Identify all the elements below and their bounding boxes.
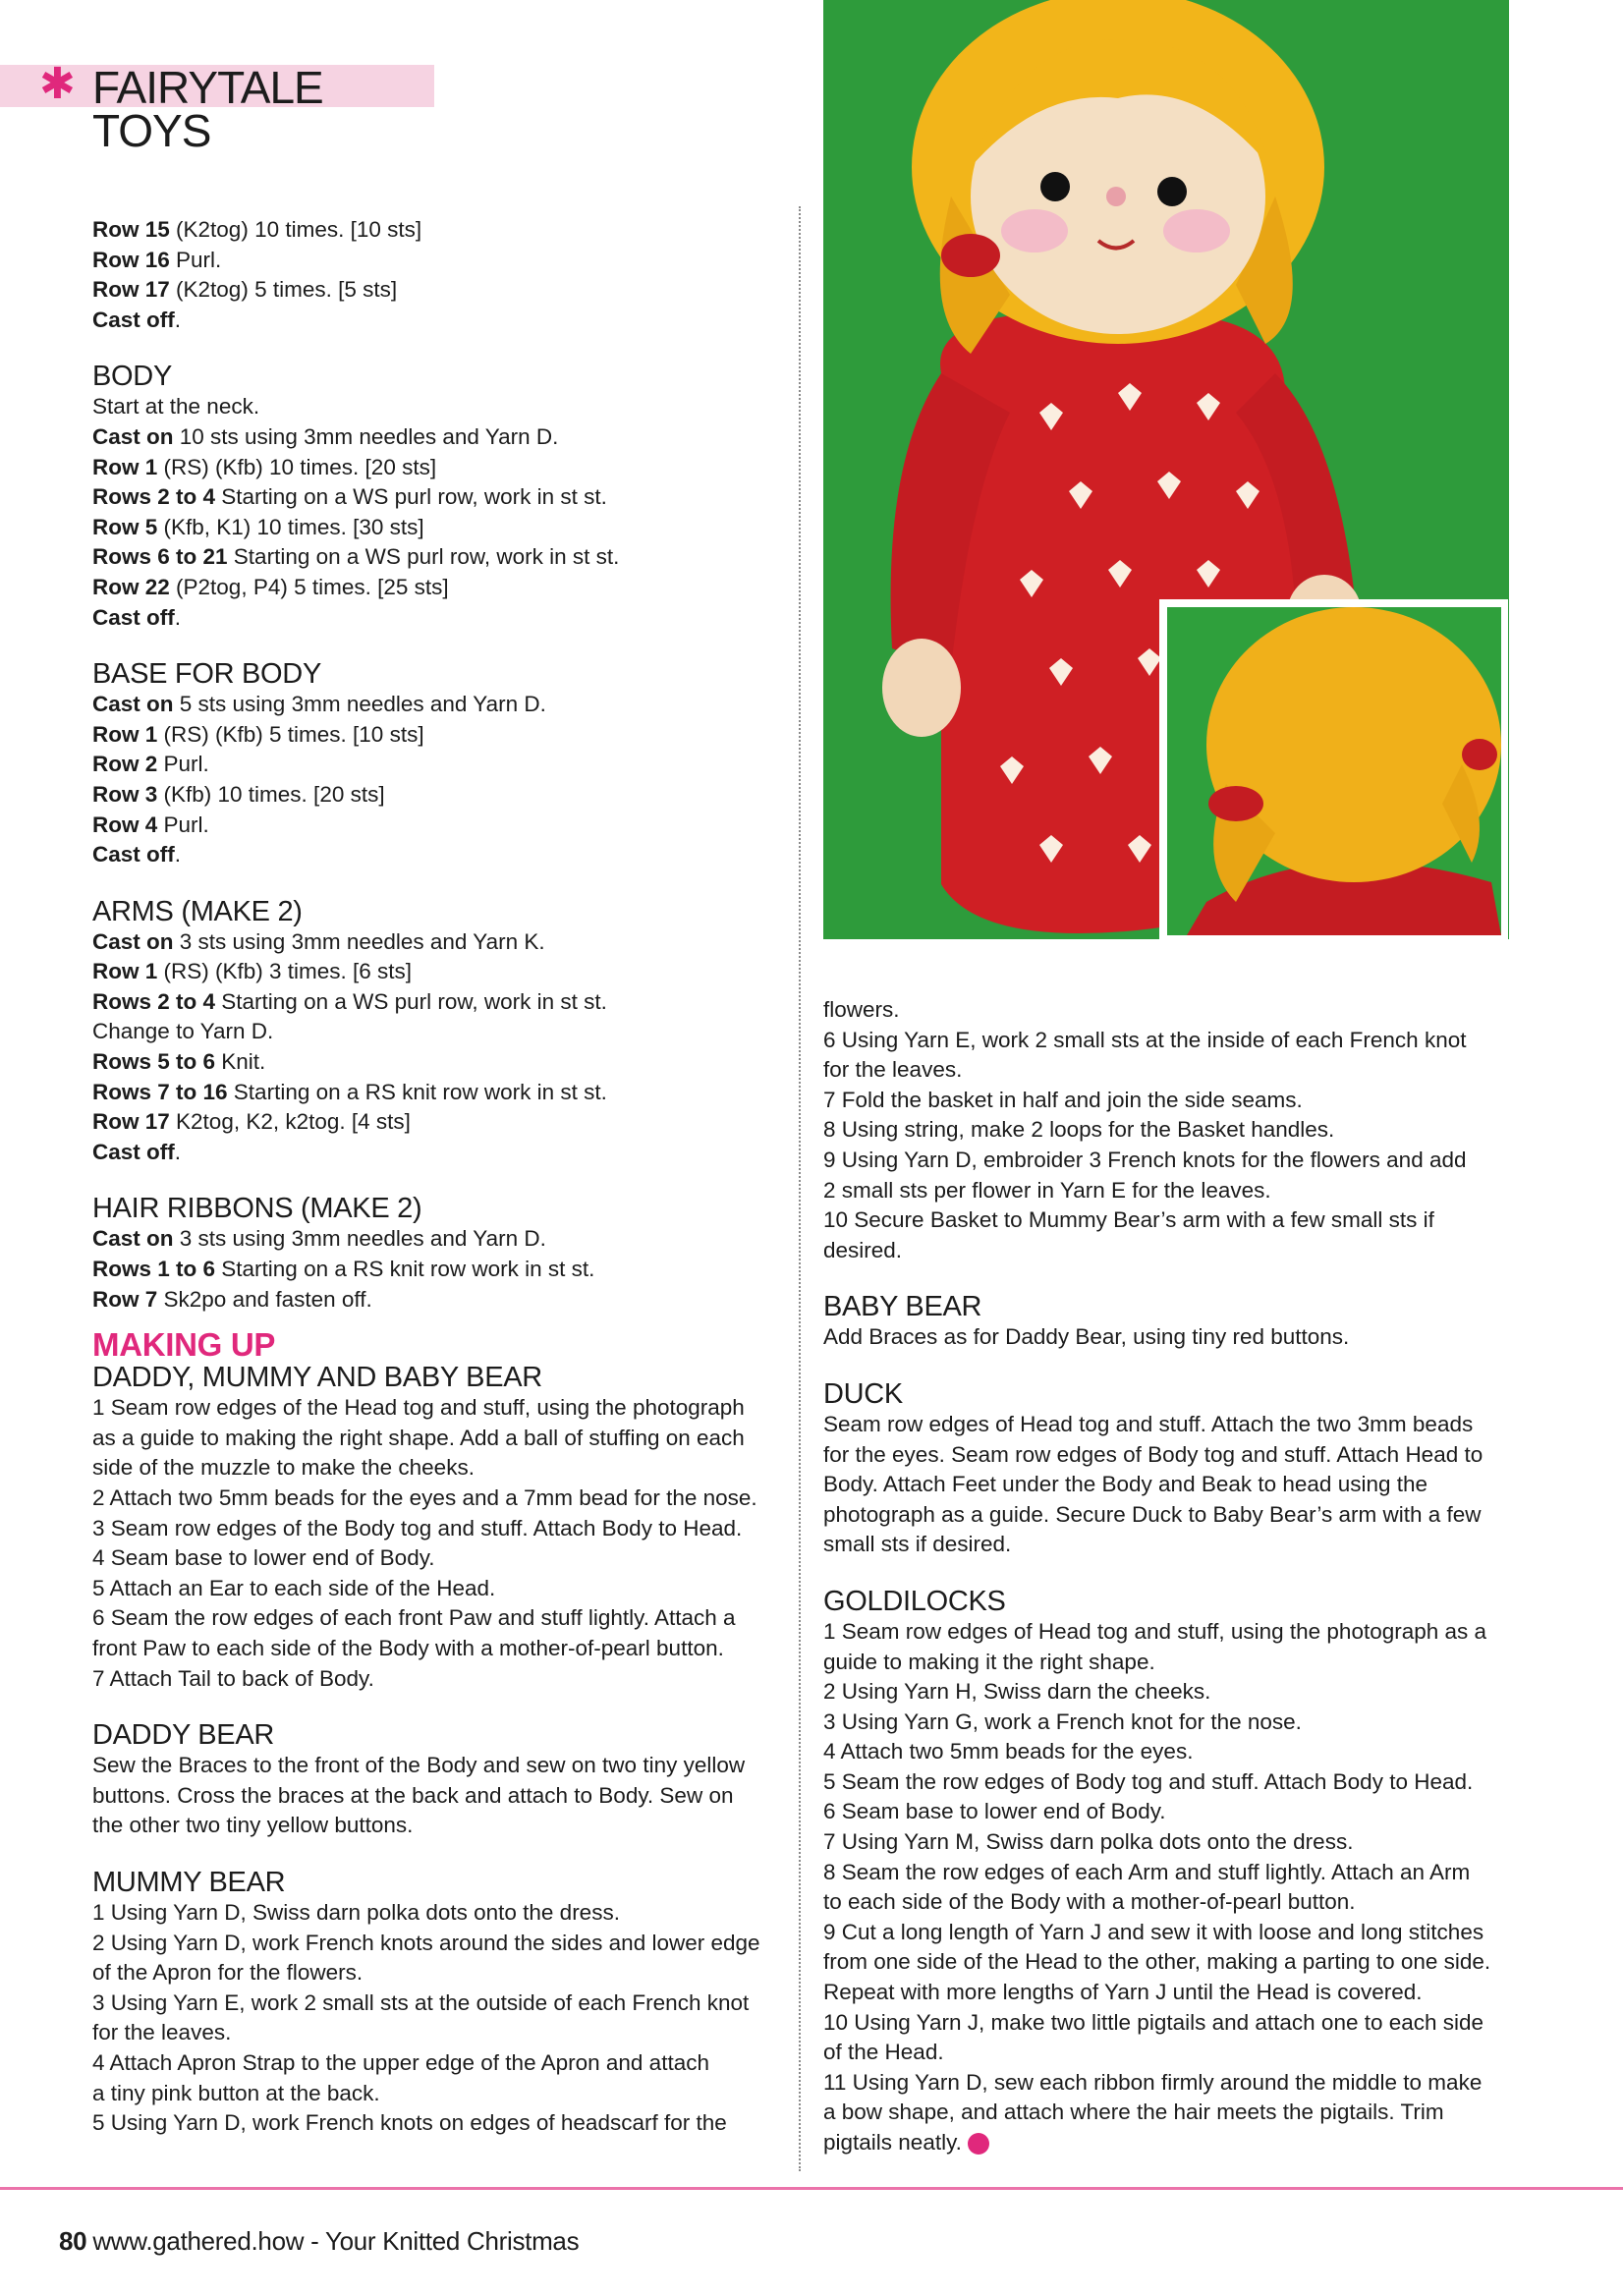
asterisk-icon: ✱ — [39, 60, 76, 108]
yarn-ball-icon — [968, 2133, 989, 2155]
text-line: 10 Using Yarn J, make two little pigtails and attach one to each side — [823, 2009, 1484, 2035]
mummy-continued — [823, 995, 1511, 1265]
section-heading: GOLDILOCKS — [823, 1585, 1006, 1617]
section-title: FAIRYTALE TOYS — [92, 62, 323, 156]
text-line: 7 Fold the basket in half and join the side seams. — [823, 1087, 1303, 1112]
text-line: pigtails neatly. — [823, 2128, 1511, 2158]
text-line: Row 7 Sk2po and fasten off. — [92, 1286, 372, 1312]
arms-section — [92, 896, 800, 1168]
text-line: Row 1 (RS) (Kfb) 3 times. [6 sts] — [92, 959, 413, 984]
text-line: 7 Attach Tail to back of Body. — [92, 1665, 374, 1691]
section-heading: HAIR RIBBONS (MAKE 2) — [92, 1193, 422, 1225]
text-line: Start at the neck. — [92, 394, 260, 420]
text-line: 2 small sts per flower in Yarn E for the leaves. — [823, 1177, 1271, 1203]
text-line: Rows 6 to 21 Starting on a WS purl row, work in st st. — [92, 544, 620, 570]
text-line: Row 3 (Kfb) 10 times. [20 sts] — [92, 781, 385, 807]
text-line: 3 Using Yarn G, work a French knot for the nose. — [823, 1708, 1302, 1734]
text-line: front Paw to each side of the Body with a mother-of-pearl button. — [92, 1635, 724, 1660]
text-line: small sts if desired. — [823, 1532, 1012, 1557]
text-line: 5 Using Yarn D, work French knots on edges of headscarf for the — [92, 2110, 727, 2136]
text-line: Rows 7 to 16 Starting on a RS knit row work in st st. — [92, 1079, 607, 1104]
mummy-section — [92, 1867, 800, 2139]
text-line: photograph as a guide. Secure Duck to Baby Bear’s arm with a few — [823, 1501, 1482, 1527]
text-line: Cast on 5 sts using 3mm needles and Yarn D. — [92, 692, 546, 717]
goldilocks-section — [823, 1586, 1511, 2158]
right-column — [823, 995, 1511, 2158]
text-line: Row 17 (K2tog) 5 times. [5 sts] — [92, 277, 398, 303]
text-line: 1 Seam row edges of Head tog and stuff, using the photograph as a — [823, 1618, 1487, 1644]
text-line: a tiny pink button at the back. — [92, 2080, 380, 2105]
text-line: Add Braces as for Daddy Bear, using tiny red buttons. — [823, 1324, 1350, 1350]
text-line: 9 Cut a long length of Yarn J and sew it with loose and long stitches — [823, 1919, 1484, 1944]
daddy-section — [92, 1719, 800, 1841]
text-line: Rows 2 to 4 Starting on a WS purl row, work in st st. — [92, 988, 607, 1014]
text-line: of the Apron for the flowers. — [92, 1960, 364, 1986]
section-header — [0, 60, 434, 156]
text-line: Row 22 (P2tog, P4) 5 times. [25 sts] — [92, 574, 449, 599]
text-line: 10 Secure Basket to Mummy Bear’s arm with a few small sts if — [823, 1207, 1434, 1233]
text-line: 4 Seam base to lower end of Body. — [92, 1545, 435, 1571]
text-line: 5 Attach an Ear to each side of the Head. — [92, 1575, 496, 1600]
text-line: 2 Attach two 5mm beads for the eyes and a 7mm bead for the nose. — [92, 1485, 757, 1510]
footer-text: www.gathered.how - Your Knitted Christmas — [92, 2226, 580, 2256]
text-line: Row 16 Purl. — [92, 247, 222, 272]
page-number: 80 — [59, 2226, 87, 2256]
base-section — [92, 658, 800, 870]
text-line: Row 2 Purl. — [92, 752, 209, 777]
text-line: 7 Using Yarn M, Swiss darn polka dots onto the dress. — [823, 1829, 1354, 1855]
text-line: of the Head. — [823, 2040, 944, 2065]
text-line: for the leaves. — [92, 2020, 232, 2045]
left-column — [92, 215, 800, 2139]
text-line: Row 5 (Kfb, K1) 10 times. [30 sts] — [92, 514, 424, 539]
text-line: desired. — [823, 1237, 903, 1262]
section-heading: MUMMY BEAR — [92, 1866, 286, 1898]
ribbons-section — [92, 1193, 800, 1315]
text-line: a bow shape, and attach where the hair meets the pigtails. Trim — [823, 2100, 1444, 2125]
text-line: buttons. Cross the braces at the back and attach to Body. Sew on — [92, 1782, 734, 1808]
text-line: 1 Seam row edges of the Head tog and stuff, using the photograph — [92, 1395, 745, 1421]
making-up-section — [92, 1328, 800, 1694]
section-heading: ARMS (MAKE 2) — [92, 895, 303, 927]
text-line: Row 4 Purl. — [92, 812, 209, 837]
text-line: Rows 5 to 6 Knit. — [92, 1049, 266, 1075]
text-line: 11 Using Yarn D, sew each ribbon firmly around the middle to make — [823, 2069, 1483, 2095]
text-line: 9 Using Yarn D, embroider 3 French knots for the flowers and add — [823, 1147, 1467, 1172]
section-heading: DUCK — [823, 1377, 903, 1410]
text-line: Body. Attach Feet under the Body and Beak to head using the — [823, 1472, 1428, 1497]
baby-section — [823, 1291, 1511, 1353]
text-line: Rows 2 to 4 Starting on a WS purl row, work in st st. — [92, 484, 607, 510]
text-line: 5 Seam the row edges of Body tog and stuff. Attach Body to Head. — [823, 1768, 1474, 1794]
section-heading: BABY BEAR — [823, 1291, 982, 1323]
text-line: Cast off. — [92, 307, 182, 332]
text-line: Row 1 (RS) (Kfb) 10 times. [20 sts] — [92, 454, 437, 479]
text-line: Row 15 (K2tog) 10 times. [10 sts] — [92, 217, 422, 242]
text-line: from one side of the Head to the other, making a parting to one side. — [823, 1949, 1491, 1975]
text-line: 3 Using Yarn E, work 2 small sts at the outside of each French knot — [92, 1989, 750, 2015]
text-line: Row 17 K2tog, K2, k2tog. [4 sts] — [92, 1109, 411, 1135]
text-line: to each side of the Body with a mother-of-pearl button. — [823, 1889, 1356, 1915]
text-line: Cast off. — [92, 842, 182, 868]
text-line: Cast on 10 sts using 3mm needles and Yarn D. — [92, 423, 559, 449]
text-line: 2 Using Yarn D, work French knots around the sides and lower edge — [92, 1930, 760, 1955]
text-line: 6 Seam base to lower end of Body. — [823, 1799, 1166, 1824]
text-line: 8 Seam the row edges of each Arm and stuff lightly. Attach an Arm — [823, 1859, 1471, 1884]
text-line: the other two tiny yellow buttons. — [92, 1813, 414, 1838]
text-line: for the eyes. Seam row edges of Body tog and stuff. Attach Head to — [823, 1441, 1483, 1467]
text-line: guide to making it the right shape. — [823, 1649, 1155, 1674]
text-line: 6 Seam the row edges of each front Paw and stuff lightly. Attach a — [92, 1605, 736, 1631]
hair-back-photo — [1167, 607, 1501, 935]
making-up-heading: MAKING UP — [92, 1326, 276, 1364]
duck-section — [823, 1378, 1511, 1560]
hair-back-illustration — [1167, 607, 1501, 935]
head-end-block — [92, 215, 800, 335]
text-line: Sew the Braces to the front of the Body and sew on two tiny yellow — [92, 1753, 746, 1778]
text-line: for the leaves. — [823, 1057, 963, 1083]
text-line: Change to Yarn D. — [92, 1019, 274, 1044]
text-line: Row 1 (RS) (Kfb) 5 times. [10 sts] — [92, 721, 424, 747]
footer-rule — [0, 2187, 1623, 2190]
section-heading: DADDY, MUMMY AND BABY BEAR — [92, 1362, 542, 1394]
text-line: 8 Using string, make 2 loops for the Basket handles. — [823, 1117, 1335, 1143]
text-line: Rows 1 to 6 Starting on a RS knit row work in st st. — [92, 1257, 595, 1282]
text-line: 4 Attach two 5mm beads for the eyes. — [823, 1739, 1194, 1764]
text-line: side of the muzzle to make the cheeks. — [92, 1455, 475, 1481]
text-line: 1 Using Yarn D, Swiss darn polka dots onto the dress. — [92, 1899, 620, 1925]
text-line: 2 Using Yarn H, Swiss darn the cheeks. — [823, 1679, 1211, 1705]
text-line: Seam row edges of Head tog and stuff. Attach the two 3mm beads — [823, 1411, 1474, 1436]
body-section — [92, 361, 800, 633]
text-line: as a guide to making the right shape. Add a ball of stuffing on each — [92, 1425, 745, 1450]
text-line: 4 Attach Apron Strap to the upper edge of the Apron and attach — [92, 2049, 709, 2075]
text-line: Repeat with more lengths of Yarn J until the Head is covered. — [823, 1980, 1423, 2005]
text-line: flowers. — [823, 997, 900, 1022]
text-line: Cast on 3 sts using 3mm needles and Yarn D. — [92, 1226, 546, 1252]
text-line: 3 Seam row edges of the Body tog and stuff. Attach Body to Head. — [92, 1515, 743, 1540]
text-line: Cast off. — [92, 604, 182, 630]
text-line: Cast on 3 sts using 3mm needles and Yarn K. — [92, 928, 545, 954]
text-line: Cast off. — [92, 1139, 182, 1164]
section-heading: BODY — [92, 361, 172, 393]
section-heading: DADDY BEAR — [92, 1719, 275, 1752]
page-footer — [59, 2226, 579, 2257]
text-line: 6 Using Yarn E, work 2 small sts at the inside of each French knot — [823, 1027, 1467, 1052]
section-heading: BASE FOR BODY — [92, 658, 321, 691]
